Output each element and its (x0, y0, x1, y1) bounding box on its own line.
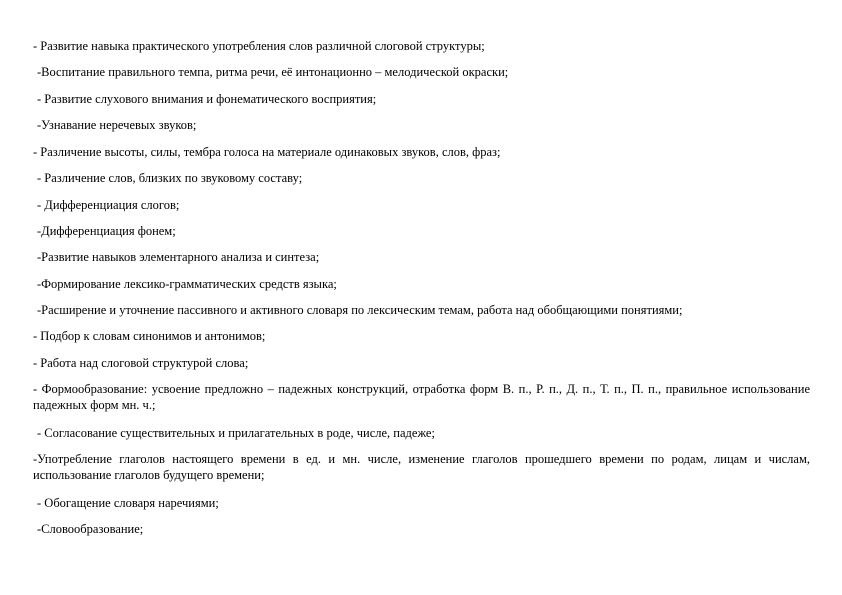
list-item: - Формообразование: усвоение предложно – падежных конструкций, отработка форм В. п., Р. п., Д. п., Т. п., П. п., правильное использование падежных форм мн. ч.; (33, 382, 810, 412)
list-item: - Развитие навыка практического употребления слов различной слоговой структуры; (33, 39, 485, 53)
list-item: -Словообразование; (37, 522, 144, 536)
list-item: - Согласование существительных и прилагательных в роде, числе, падеже; (37, 426, 435, 440)
list-item: -Расширение и уточнение пассивного и активного словаря по лексическим темам, работа над обобщающими понятиями; (37, 303, 683, 317)
list-item: - Развитие слухового внимания и фонематического восприятия; (37, 92, 377, 106)
list-item: - Различение слов, близких по звуковому составу; (37, 171, 303, 185)
list-item: - Работа над слоговой структурой слова; (33, 356, 249, 370)
list-item: -Воспитание правильного темпа, ритма речи, её интонационно – мелодической окраски; (37, 65, 509, 79)
list-item: -Употребление глаголов настоящего времени в ед. и мн. числе, изменение глаголов прошедшего времени по родам, лицам и числам, использование глаголов будущего времени; (33, 452, 810, 482)
list-item: - Дифференциация слогов; (37, 198, 180, 212)
list-item: -Дифференциация фонем; (37, 224, 176, 238)
list-item: -Формирование лексико-грамматических средств языка; (37, 277, 337, 291)
list-item: - Подбор к словам синонимов и антонимов; (33, 329, 266, 343)
list-item: - Обогащение словаря наречиями; (37, 496, 219, 510)
list-item: - Различение высоты, силы, тембра голоса на материале одинаковых звуков, слов, фраз; (33, 145, 501, 159)
list-item: -Узнавание неречевых звуков; (37, 118, 197, 132)
list-item: -Развитие навыков элементарного анализа и синтеза; (37, 250, 320, 264)
